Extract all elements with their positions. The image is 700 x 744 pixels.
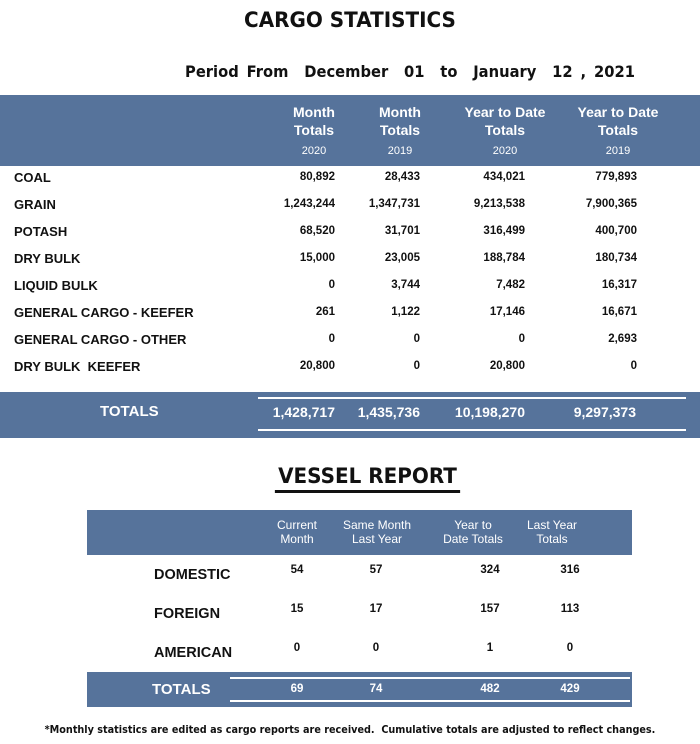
cell-value: 0 bbox=[293, 642, 301, 654]
column-year: 2019 bbox=[605, 145, 631, 157]
cell-value: 28,433 bbox=[384, 171, 420, 183]
cell-value: 16,317 bbox=[601, 279, 637, 291]
column-label: Year to Date Totals bbox=[464, 104, 546, 138]
divider bbox=[230, 700, 630, 702]
period-subtitle: Period From December 01 to January 12 , 2021 bbox=[185, 62, 635, 81]
cell-value: 17,146 bbox=[489, 306, 525, 318]
column-label: Month bbox=[280, 532, 314, 546]
total-value: 74 bbox=[369, 683, 383, 695]
divider bbox=[258, 429, 686, 431]
row-label: DRY BULK KEEFER bbox=[14, 359, 141, 374]
cell-value: 1,347,731 bbox=[368, 198, 420, 210]
vessel-table-header bbox=[87, 510, 632, 555]
column-label: Current bbox=[276, 518, 317, 532]
divider bbox=[230, 677, 630, 679]
column-header bbox=[278, 103, 350, 160]
table-row bbox=[0, 193, 700, 215]
column-label: Same Month bbox=[342, 518, 412, 532]
row-label: AMERICAN bbox=[154, 645, 233, 661]
cell-value: 3,744 bbox=[391, 279, 420, 291]
column-label: Year to Date Totals bbox=[577, 104, 659, 138]
table-row bbox=[0, 355, 700, 377]
table-row bbox=[87, 642, 632, 664]
column-header bbox=[267, 518, 327, 546]
row-label: GENERAL CARGO - KEEFER bbox=[14, 305, 194, 320]
table-row bbox=[0, 247, 700, 269]
row-label: LIQUID BULK bbox=[14, 278, 98, 293]
cell-value: 31,701 bbox=[384, 225, 420, 237]
column-header bbox=[568, 103, 668, 160]
table-row bbox=[87, 564, 632, 586]
cell-value: 80,892 bbox=[299, 171, 335, 183]
column-label: Last Year bbox=[351, 532, 403, 546]
footnote: *Monthly statistics are edited as cargo reports are received. Cumulative totals are adjusted to reflect changes. bbox=[44, 724, 656, 736]
cell-value: 157 bbox=[480, 603, 500, 615]
cell-value: 400,700 bbox=[595, 225, 637, 237]
cell-value: 57 bbox=[369, 564, 383, 576]
cell-value: 7,900,365 bbox=[585, 198, 637, 210]
column-label: Month Totals bbox=[293, 104, 335, 138]
column-header bbox=[364, 103, 436, 160]
total-value: 429 bbox=[560, 683, 580, 695]
row-label: FOREIGN bbox=[154, 606, 221, 622]
cell-value: 20,800 bbox=[299, 360, 335, 372]
cell-value: 0 bbox=[372, 642, 380, 654]
cell-value: 54 bbox=[290, 564, 304, 576]
cell-value: 17 bbox=[369, 603, 383, 615]
vessel-totals-row bbox=[87, 672, 632, 707]
table-row bbox=[0, 166, 700, 188]
table-row bbox=[87, 603, 632, 625]
cell-value: 180,734 bbox=[595, 252, 637, 264]
cell-value: 779,893 bbox=[595, 171, 637, 183]
table-row bbox=[0, 328, 700, 350]
page-title: CARGO STATISTICS bbox=[244, 8, 456, 32]
total-value: 69 bbox=[290, 683, 304, 695]
total-value: 9,297,373 bbox=[573, 404, 636, 420]
cell-value: 324 bbox=[480, 564, 500, 576]
column-header bbox=[430, 518, 516, 546]
column-year: 2020 bbox=[301, 145, 327, 157]
cell-value: 2,693 bbox=[608, 333, 637, 345]
cell-value: 0 bbox=[566, 642, 574, 654]
row-label: GENERAL CARGO - OTHER bbox=[14, 332, 187, 347]
cell-value: 0 bbox=[328, 279, 335, 291]
column-year: 2019 bbox=[387, 145, 413, 157]
total-value: 10,198,270 bbox=[454, 404, 525, 420]
totals-label: TOTALS bbox=[100, 403, 159, 420]
row-label: DRY BULK bbox=[14, 251, 81, 266]
cell-value: 20,800 bbox=[489, 360, 525, 372]
total-value: 1,428,717 bbox=[272, 404, 335, 420]
column-label: Date Totals bbox=[443, 532, 503, 546]
column-header bbox=[332, 518, 422, 546]
cell-value: 113 bbox=[560, 603, 580, 615]
column-label: Last Year bbox=[526, 518, 578, 532]
cargo-table-header bbox=[0, 95, 700, 166]
cell-value: 0 bbox=[413, 360, 420, 372]
cell-value: 434,021 bbox=[483, 171, 525, 183]
cell-value: 0 bbox=[413, 333, 420, 345]
column-header bbox=[517, 518, 587, 546]
row-label: POTASH bbox=[14, 224, 68, 239]
total-value: 482 bbox=[480, 683, 500, 695]
table-row bbox=[0, 301, 700, 323]
cell-value: 261 bbox=[315, 306, 335, 318]
table-row bbox=[0, 220, 700, 242]
cell-value: 316,499 bbox=[483, 225, 525, 237]
cargo-totals-row bbox=[0, 392, 700, 438]
vessel-report-title: VESSEL REPORT bbox=[275, 464, 460, 493]
cell-value: 23,005 bbox=[384, 252, 420, 264]
cell-value: 1,243,244 bbox=[283, 198, 335, 210]
cell-value: 16,671 bbox=[601, 306, 637, 318]
totals-label: TOTALS bbox=[152, 681, 211, 698]
cell-value: 7,482 bbox=[496, 279, 525, 291]
cell-value: 1 bbox=[486, 642, 494, 654]
row-label: DOMESTIC bbox=[154, 567, 231, 583]
table-row bbox=[0, 274, 700, 296]
divider bbox=[258, 397, 686, 399]
cell-value: 68,520 bbox=[299, 225, 335, 237]
cell-value: 188,784 bbox=[483, 252, 525, 264]
column-label: Totals bbox=[536, 532, 568, 546]
cell-value: 15 bbox=[290, 603, 304, 615]
column-header bbox=[455, 103, 555, 160]
cell-value: 0 bbox=[328, 333, 335, 345]
cell-value: 316 bbox=[560, 564, 580, 576]
column-label: Year to bbox=[454, 518, 492, 532]
total-value: 1,435,736 bbox=[357, 404, 420, 420]
column-label: Month Totals bbox=[379, 104, 421, 138]
cell-value: 0 bbox=[518, 333, 525, 345]
cell-value: 1,122 bbox=[391, 306, 420, 318]
row-label: COAL bbox=[14, 170, 51, 185]
cell-value: 9,213,538 bbox=[473, 198, 525, 210]
row-label: GRAIN bbox=[14, 197, 56, 212]
cell-value: 15,000 bbox=[299, 252, 335, 264]
column-year: 2020 bbox=[492, 145, 518, 157]
cell-value: 0 bbox=[630, 360, 637, 372]
